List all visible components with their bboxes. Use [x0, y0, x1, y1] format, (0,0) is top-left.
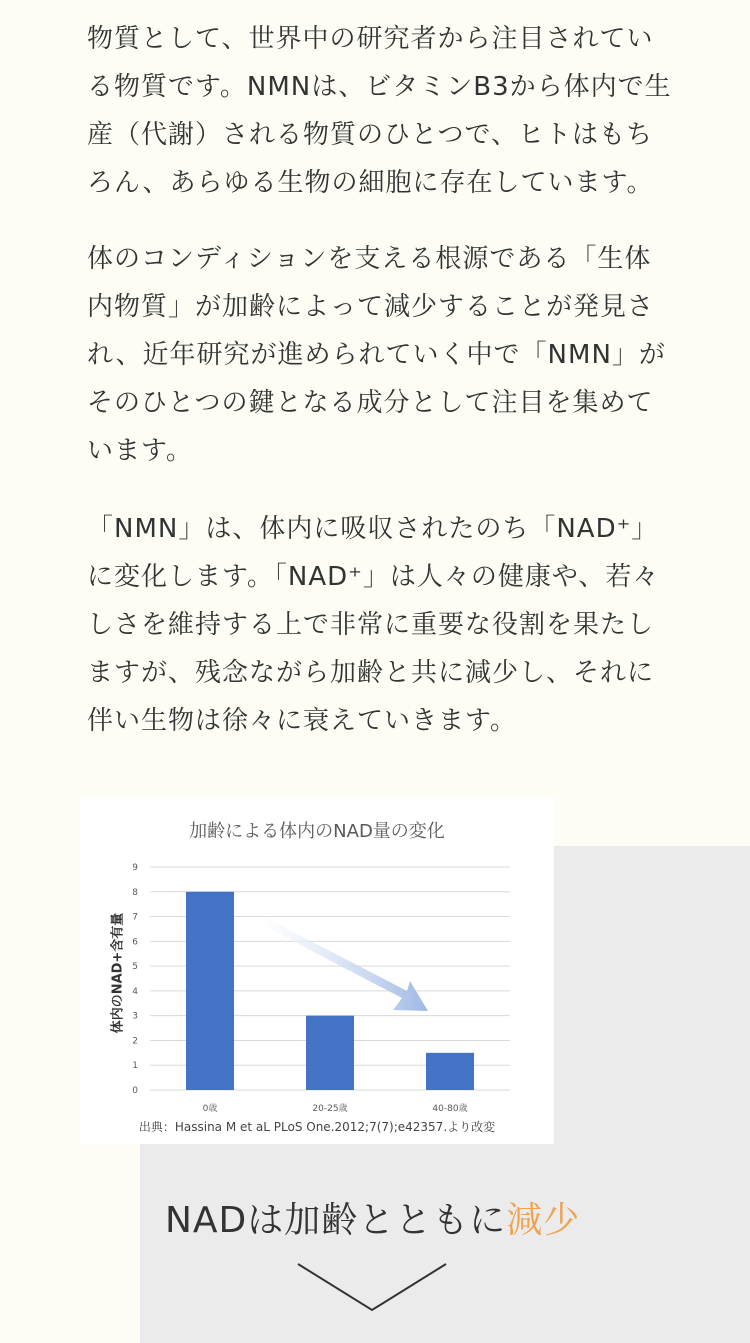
discovery-paragraph: 体のコンディションを支える根源である「生体内物質」が加齢によって減少することが発見され、近年研究が進められていく中で「NMN」がそのひとつの鍵となる成分として注目を集めています。 [87, 244, 666, 466]
summary-prefix: NADは加齢とともに [165, 1200, 507, 1241]
trend-arrow [262, 918, 428, 1011]
x-tick-label: 0歳 [202, 1104, 218, 1114]
y-tick-label: 1 [132, 1061, 138, 1072]
y-tick-label: 6 [132, 937, 138, 948]
y-tick-label: 0 [132, 1086, 138, 1096]
y-tick-label: 8 [132, 887, 138, 898]
y-tick-label: 3 [132, 1011, 138, 1022]
y-tick-label: 2 [132, 1036, 138, 1047]
nad-bar-chart [80, 797, 554, 1144]
y-tick-label: 7 [132, 912, 138, 923]
nad-paragraph: 「NMN」は、体内に吸収されたのち「NAD⁺」に変化します。「NAD⁺」は人々の健康や、若々しさを維持する上で非常に重要な役割を果たしますが、残念ながら加齢と共に減少し、それに伴い生物は徐々に衰えていきます。 [87, 514, 660, 736]
chevron-down-icon [297, 1263, 449, 1313]
bar-1 [306, 1016, 354, 1090]
summary-text [165, 1192, 580, 1243]
summary-highlight: 減少 [506, 1200, 581, 1241]
x-tick-label: 40-80歳 [432, 1104, 468, 1114]
chart-source: 出典：Hassina M et aL PLoS One.2012;7(7);e42357.より改変 [138, 1120, 496, 1134]
bar-0 [186, 892, 234, 1090]
y-tick-label: 4 [132, 986, 138, 997]
chart-title: 加齢による体内のNAD量の変化 [189, 821, 445, 842]
intro-paragraph: 物質として、世界中の研究者から注目されている物質です。NMNは、ビタミンB3から体内で生産（代謝）される物質のひとつで、ヒトはもちろん、あらゆる生物の細胞に存在しています。 [87, 24, 672, 198]
y-tick-label: 5 [132, 962, 138, 973]
nad-chart-card [80, 797, 554, 1144]
x-tick-label: 20-25歳 [312, 1104, 348, 1114]
bar-2 [426, 1053, 474, 1090]
y-tick-label: 9 [132, 863, 138, 873]
